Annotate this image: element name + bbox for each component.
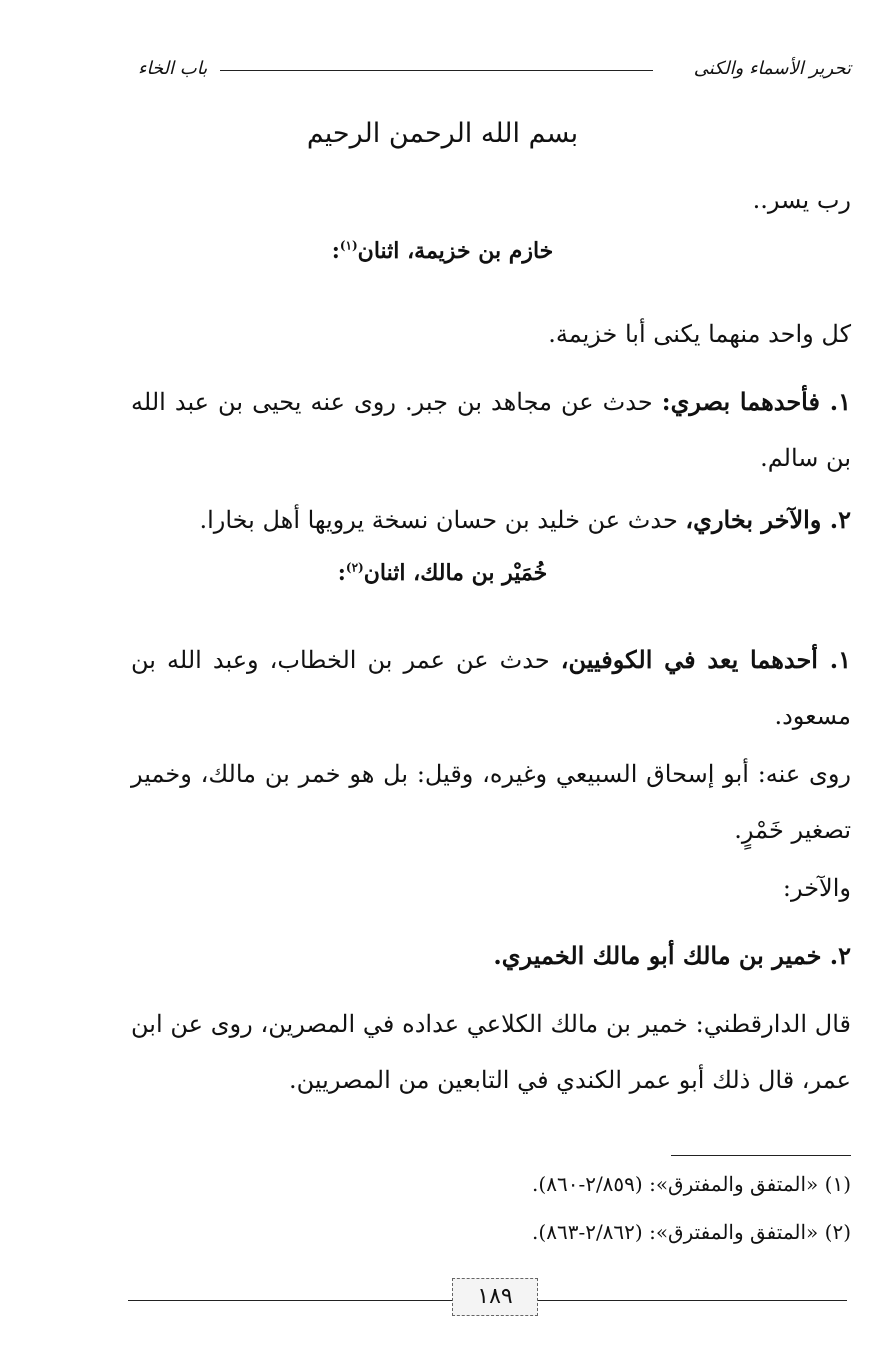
other-label: والآخر: <box>782 874 851 902</box>
heading-suffix: : <box>337 560 346 586</box>
entry-heading-text: خازم بن خزيمة، اثنان <box>357 238 554 264</box>
daraqutni-paragraph: قال الدارقطني: خمير بن مالك الكلاعي عداده في المصرين، روى عن ابن عمر، قال ذلك أبو عمر الكندي في التابعين من المصريين. <box>131 1010 851 1094</box>
entry-intro: كل واحد منهما يكنى أبا خزيمة. <box>548 320 851 348</box>
footnote-ref[interactable]: (١) <box>339 238 358 253</box>
entry2-item1 <box>131 632 851 744</box>
item-lead: ٢. والآخر بخاري، <box>685 505 851 534</box>
footer-rule-right <box>535 1300 847 1301</box>
entry1-item1 <box>131 374 851 486</box>
narration-paragraph: روى عنه: أبو إسحاق السبيعي وغيره، وقيل: بل هو خمر بن مالك، وخمير تصغير خَمْرٍ. <box>131 760 851 844</box>
item-text: حدث عن خليد بن حسان نسخة يرويها أهل بخارا. <box>199 506 686 534</box>
entry-heading-khumayr <box>0 560 885 586</box>
page-number: ١٨٩ <box>452 1278 538 1316</box>
entry-heading-khazim <box>0 238 885 264</box>
footnote-separator <box>671 1155 851 1156</box>
item-text: حدث عن عمر بن الخطاب، وعبد الله بن مسعود. <box>131 646 851 730</box>
entry2-item2 <box>131 928 851 984</box>
footer-rule-left <box>128 1300 452 1301</box>
heading-suffix: : <box>331 238 340 264</box>
entry-heading-text: خُمَيْر بن مالك، اثنان <box>363 560 548 586</box>
basmala: بسم الله الرحمن الرحيم <box>306 118 579 149</box>
item-text: حدث عن مجاهد بن جبر. روى عنه يحيى بن عبد الله بن سالم. <box>131 388 851 472</box>
chapter-header: باب الخاء <box>138 58 208 79</box>
book-title-header: تحرير الأسماء والكنى <box>693 58 851 79</box>
opening-line: رب يسر.. <box>752 186 851 214</box>
entry1-item2 <box>131 492 851 548</box>
footnote-1: (١) «المتفق والمفترق»: (٢/٨٥٩-٨٦٠). <box>532 1172 851 1196</box>
item-lead: ١. أحدهما يعد في الكوفيين، <box>560 645 851 674</box>
footnote-2: (٢) «المتفق والمفترق»: (٢/٨٦٢-٨٦٣). <box>532 1220 851 1244</box>
footnote-ref[interactable]: (٢) <box>345 560 364 575</box>
item-lead: ١. فأحدهما بصري: <box>661 387 851 416</box>
item-lead: ٢. خمير بن مالك أبو مالك الخميري. <box>493 941 851 970</box>
header-rule <box>220 70 653 71</box>
